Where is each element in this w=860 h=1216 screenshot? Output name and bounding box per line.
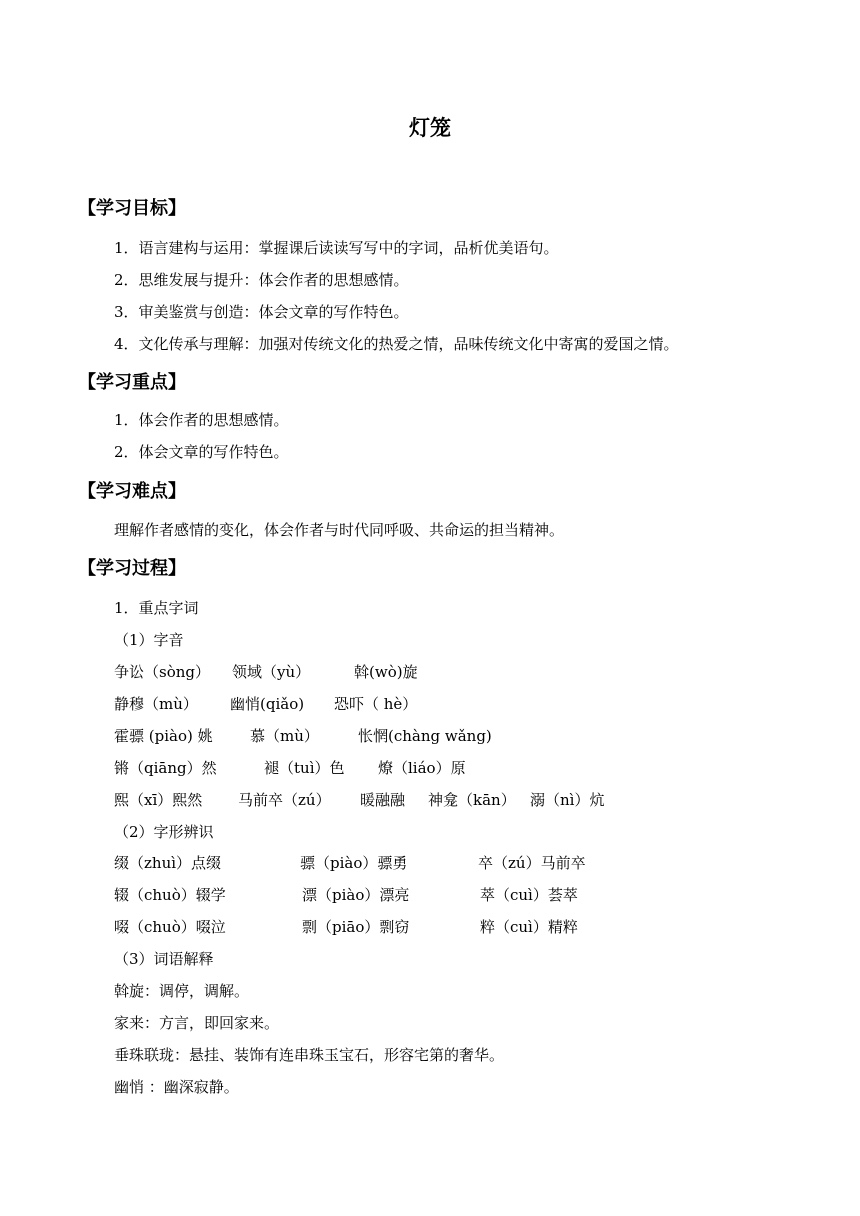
form-word: 剽（piāo）剽窃 bbox=[302, 918, 410, 936]
key-point-item-1: 1．体会作者的思想感情。 bbox=[114, 411, 289, 429]
form-word: 卒（zú）马前卒 bbox=[478, 854, 586, 872]
difficulty-item-1: 理解作者感情的变化，体会作者与时代同呼吸、共命运的担当精神。 bbox=[114, 521, 565, 539]
pron-word: 恐吓（ hè） bbox=[334, 695, 418, 713]
pron-word: 燎（liáo）原 bbox=[378, 759, 466, 777]
pron-word: 领域（yù） bbox=[232, 663, 311, 681]
form-word: 漂（piào）漂亮 bbox=[302, 886, 410, 904]
section-heading-goals: 【学习目标】 bbox=[78, 198, 186, 219]
pron-word: 熙（xī）熙然 bbox=[114, 791, 203, 809]
vocab-item: 斡旋：调停，调解。 bbox=[114, 982, 250, 1000]
pron-word: 静穆（mù） bbox=[114, 695, 198, 713]
section-heading-difficulties: 【学习难点】 bbox=[78, 481, 186, 502]
pron-word: 锵（qiāng）然 bbox=[114, 759, 217, 777]
pron-word: 神龛（kān） bbox=[428, 791, 516, 809]
section-heading-key-points: 【学习重点】 bbox=[78, 372, 186, 393]
goal-item-1: 1．语言建构与运用：掌握课后读读写写中的字词，品析优美语句。 bbox=[114, 239, 559, 257]
form-word: 缀（zhuì）点缀 bbox=[114, 854, 222, 872]
key-point-item-2: 2．体会文章的写作特色。 bbox=[114, 443, 289, 461]
pron-word: 马前卒（zú） bbox=[238, 791, 331, 809]
pron-word: 暖融融 bbox=[360, 791, 406, 809]
pronunciation-label: （1）字音 bbox=[114, 631, 184, 649]
form-label: （2）字形辨识 bbox=[114, 823, 214, 841]
goal-item-2: 2．思维发展与提升：体会作者的思想感情。 bbox=[114, 271, 409, 289]
pron-word: 幽悄(qiǎo) bbox=[230, 695, 305, 713]
form-word: 粹（cuì）精粹 bbox=[480, 918, 578, 936]
form-word: 辍（chuò）辍学 bbox=[114, 886, 226, 904]
goal-item-4: 4．文化传承与理解：加强对传统文化的热爱之情，品味传统文化中寄寓的爱国之情。 bbox=[114, 335, 679, 353]
vocab-item: 家来：方言，即回家来。 bbox=[114, 1014, 280, 1032]
pron-word: 慕（mù） bbox=[250, 727, 319, 745]
pron-word: 霍骠 (piào) 姚 bbox=[114, 727, 213, 745]
pron-word: 褪（tuì）色 bbox=[264, 759, 345, 777]
step-label: 1．重点字词 bbox=[114, 599, 199, 617]
form-word: 骠（piào）骠勇 bbox=[300, 854, 408, 872]
form-word: 啜（chuò）啜泣 bbox=[114, 918, 226, 936]
goal-item-3: 3．审美鉴赏与创造：体会文章的写作特色。 bbox=[114, 303, 409, 321]
pron-word: 怅惘(chàng wǎng) bbox=[358, 727, 492, 745]
vocab-item: 幽悄 ：幽深寂静。 bbox=[114, 1078, 239, 1096]
vocab-item: 垂珠联珑：悬挂、装饰有连串珠玉宝石，形容宅第的奢华。 bbox=[114, 1046, 505, 1064]
pron-word: 斡(wò)旋 bbox=[354, 663, 418, 681]
section-heading-process: 【学习过程】 bbox=[78, 558, 186, 579]
page-title: 灯笼 bbox=[409, 116, 451, 140]
pron-word: 溺（nì）炕 bbox=[530, 791, 605, 809]
pron-word: 争讼（sòng） bbox=[114, 663, 210, 681]
form-word: 萃（cuì）荟萃 bbox=[480, 886, 578, 904]
vocab-label: （3）词语解释 bbox=[114, 950, 214, 968]
